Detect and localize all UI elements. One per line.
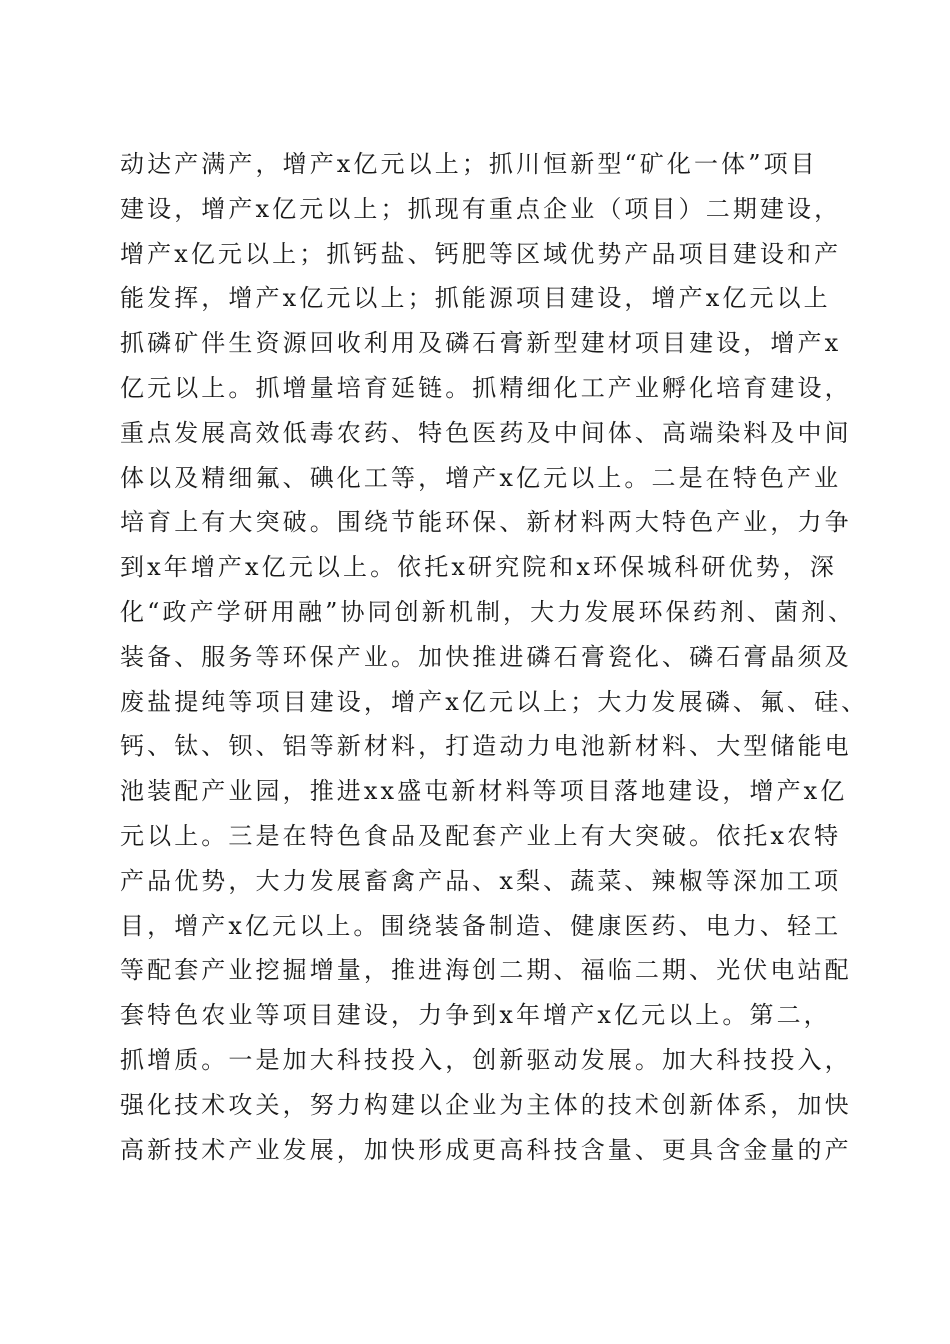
text-line: 增产x亿元以上；抓钙盐、钙肥等区域优势产品项目建设和产 [120,239,842,268]
text-line: 动达产满产，增产x亿元以上；抓川恒新型“矿化一体”项目 [120,150,818,178]
text-line: 能发挥，增产x亿元以上；抓能源项目建设，增产x亿元以上 [120,284,831,313]
text-line: 高新技术产业发展，加快形成更高科技含量、更具含金量的产 [120,1135,852,1164]
text-line: 产品优势，大力发展畜禽产品、x梨、蔬菜、辣椒等深加工项 [120,866,842,895]
text-line: 套特色农业等项目建设，力争到x年增产x亿元以上。第二， [120,1001,831,1030]
text-line: 抓磷矿伴生资源回收利用及磷石膏新型建材项目建设，增产x [120,329,842,358]
text-line: 培育上有大突破。围绕节能环保、新材料两大特色产业，力争 [120,508,852,537]
body-text [120,142,869,1172]
text-line: 化“政产学研用融”协同创新机制，大力发展环保药剂、菌剂、 [120,597,856,626]
text-line: 体以及精细氟、碘化工等，增产x亿元以上。二是在特色产业 [120,463,842,492]
text-line: 装备、服务等环保产业。加快推进磷石膏瓷化、磷石膏晶须及 [120,642,852,671]
text-line: 到x年增产x亿元以上。依托x研究院和x环保城科研优势，深 [120,553,837,582]
text-line: 等配套产业挖掘增量，推进海创二期、福临二期、光伏电站配 [120,956,852,985]
text-line: 强化技术攻关，努力构建以企业为主体的技术创新体系，加快 [120,1090,852,1119]
text-line: 抓增质。一是加大科技投入，创新驱动发展。加大科技投入， [120,1045,852,1074]
text-line: 钙、钛、钡、铝等新材料，打造动力电池新材料、大型储能电 [120,732,852,761]
text-line: 目，增产x亿元以上。围绕装备制造、健康医药、电力、轻工 [120,911,842,940]
text-line: 池装配产业园，推进xx盛屯新材料等项目落地建设，增产x亿 [120,777,848,806]
text-line: 重点发展高效低毒农药、特色医药及中间体、高端染料及中间 [120,418,852,447]
text-line: 亿元以上。抓增量培育延链。抓精细化工产业孵化培育建设， [120,373,852,402]
text-line: 建设，增产x亿元以上；抓现有重点企业（项目）二期建设， [120,194,842,223]
text-line: 废盐提纯等项目建设，增产x亿元以上；大力发展磷、氟、硅、 [120,687,869,716]
text-line: 元以上。三是在特色食品及配套产业上有大突破。依托x农特 [120,821,842,850]
